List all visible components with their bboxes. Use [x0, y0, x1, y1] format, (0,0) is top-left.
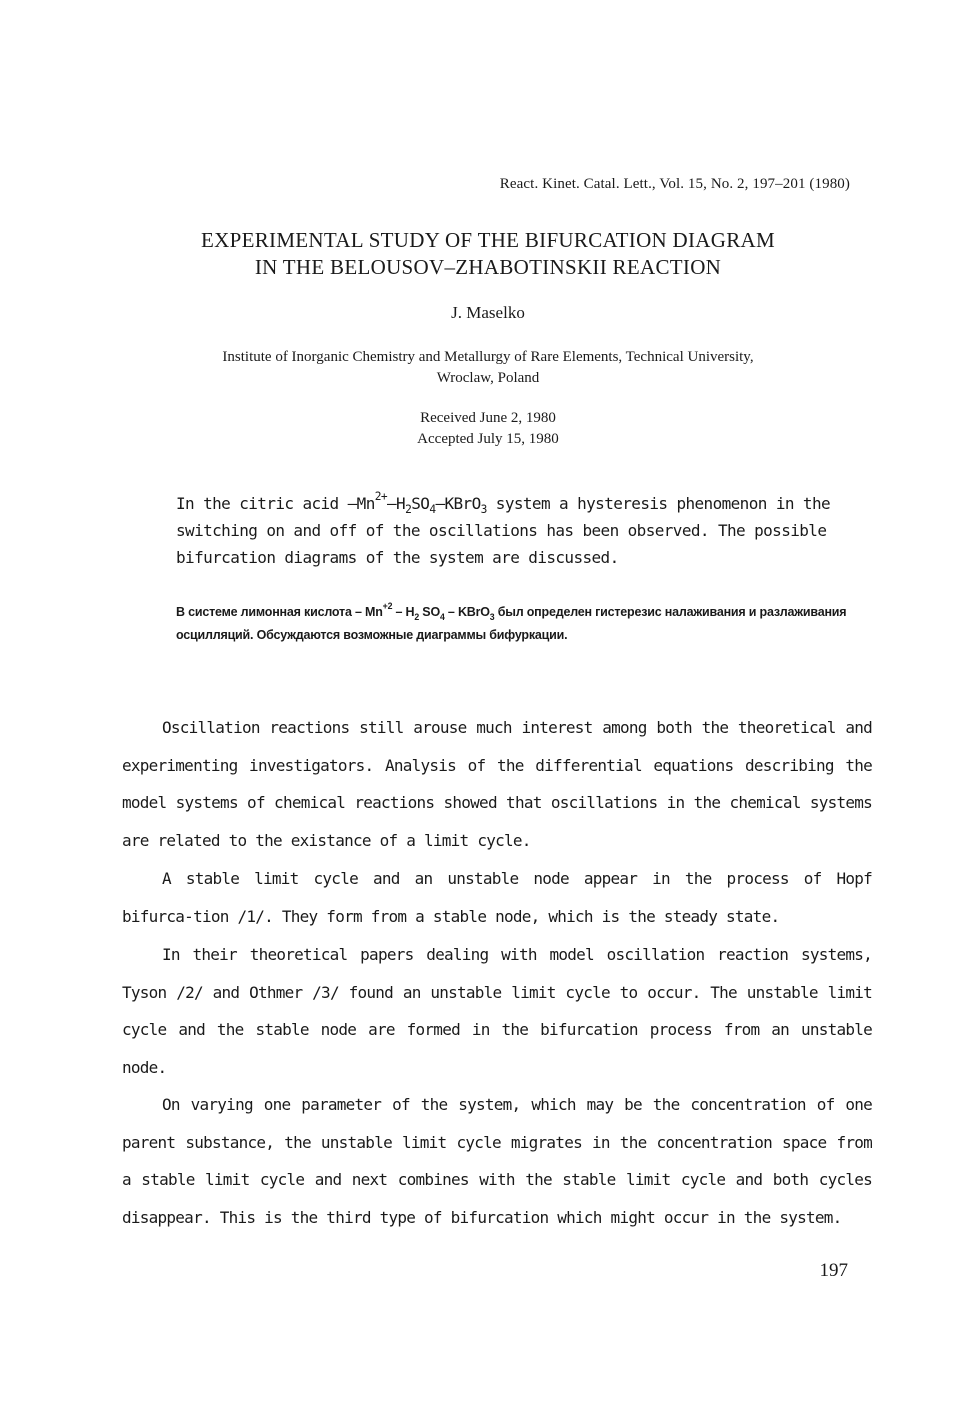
body-paragraph-4	[122, 1086, 872, 1236]
abstract-ru-so-sub: 4	[439, 611, 445, 622]
accepted-date: Accepted July 15, 1980	[417, 431, 559, 447]
author: J. Maselko	[451, 303, 525, 322]
abstract-en-so-sub: 4	[429, 503, 436, 517]
title-line-1: EXPERIMENTAL STUDY OF THE BIFURCATION DIAGRAM	[201, 228, 775, 252]
body-paragraph-1-text: Oscillation reactions still arouse much interest among both the theoretical and experimenting investigators. Analysis of the differential equations describing the model systems of chemical reactions showed that oscillations in the chemical systems are related to the existance of a limit cycle.	[122, 718, 872, 850]
abstract-ru-h: – H	[392, 605, 415, 619]
abstract-ru-so: SO	[419, 605, 440, 619]
abstract-en-pre: In the citric acid –Mn	[176, 494, 375, 513]
abstract-ru-mn-charge: +2	[382, 601, 393, 612]
journal-reference: React. Kinet. Catal. Lett., Vol. 15, No. 2, 197–201 (1980)	[499, 176, 850, 192]
abstract-ru-kbro-sub: 3	[489, 611, 495, 622]
body-paragraph-3-text: In their theoretical papers dealing with model oscillation reaction systems, Tyson /2/ and Othmer /3/ found an unstable limit cycle to occur. The unstable limit cycle and the stable node are formed in the bifurcation process from an unstable node.	[122, 945, 872, 1077]
affiliation	[0, 347, 976, 389]
dates	[0, 408, 976, 450]
body-paragraph-4-text: On varying one parameter of the system, which may be the concentration of one parent substance, the unstable limit cycle migrates in the concentration space from a stable limit cycle and next combines with the stable limit cycle and both cycles disappear. This is the third type of bifurcation which might occur in the system.	[122, 1095, 872, 1227]
affiliation-line-2: Wroclaw, Poland	[436, 370, 540, 386]
body-paragraph-2-text: A stable limit cycle and an unstable node appear in the process of Hopf bifurca-tion /1/. They form from a stable node, which is the steady state.	[122, 869, 872, 926]
abstract-en-kbro: –KBrO	[435, 494, 481, 513]
abstract-russian	[176, 601, 856, 647]
body-paragraph-1	[122, 709, 872, 859]
title-line-2: IN THE BELOUSOV–ZHABOTINSKII REACTION	[254, 255, 722, 279]
abstract-ru-h-sub: 2	[414, 611, 420, 622]
abstract-en-kbro-sub: 3	[480, 503, 487, 517]
abstract-en-post: system a hysteresis phenomenon in the switching on and off of the oscillations has been observed. The possible bifurcation diagrams of the system are discussed.	[176, 494, 831, 567]
abstract-ru-kbro: – KBrO	[444, 605, 490, 619]
abstract-en-so: SO	[411, 494, 430, 513]
abstract-ru-post: был определен гистерезис налаживания и разлаживания осцилляций. Обсуждаются возможные диаграммы бифуркации.	[176, 605, 847, 642]
body-paragraph-2	[122, 860, 872, 935]
abstract-en-h: –H	[387, 494, 406, 513]
page-number: 197	[819, 1260, 848, 1281]
abstract-en-mn-charge: 2+	[374, 490, 388, 504]
body-paragraph-3	[122, 936, 872, 1086]
affiliation-line-1: Institute of Inorganic Chemistry and Metallurgy of Rare Elements, Technical University,	[222, 349, 754, 365]
received-date: Received June 2, 1980	[420, 410, 556, 426]
paper-title	[0, 227, 976, 281]
abstract-en-h-sub: 2	[405, 503, 412, 517]
abstract-english	[176, 490, 856, 571]
abstract-ru-pre: В системе лимонная кислота – Mn	[176, 605, 383, 619]
